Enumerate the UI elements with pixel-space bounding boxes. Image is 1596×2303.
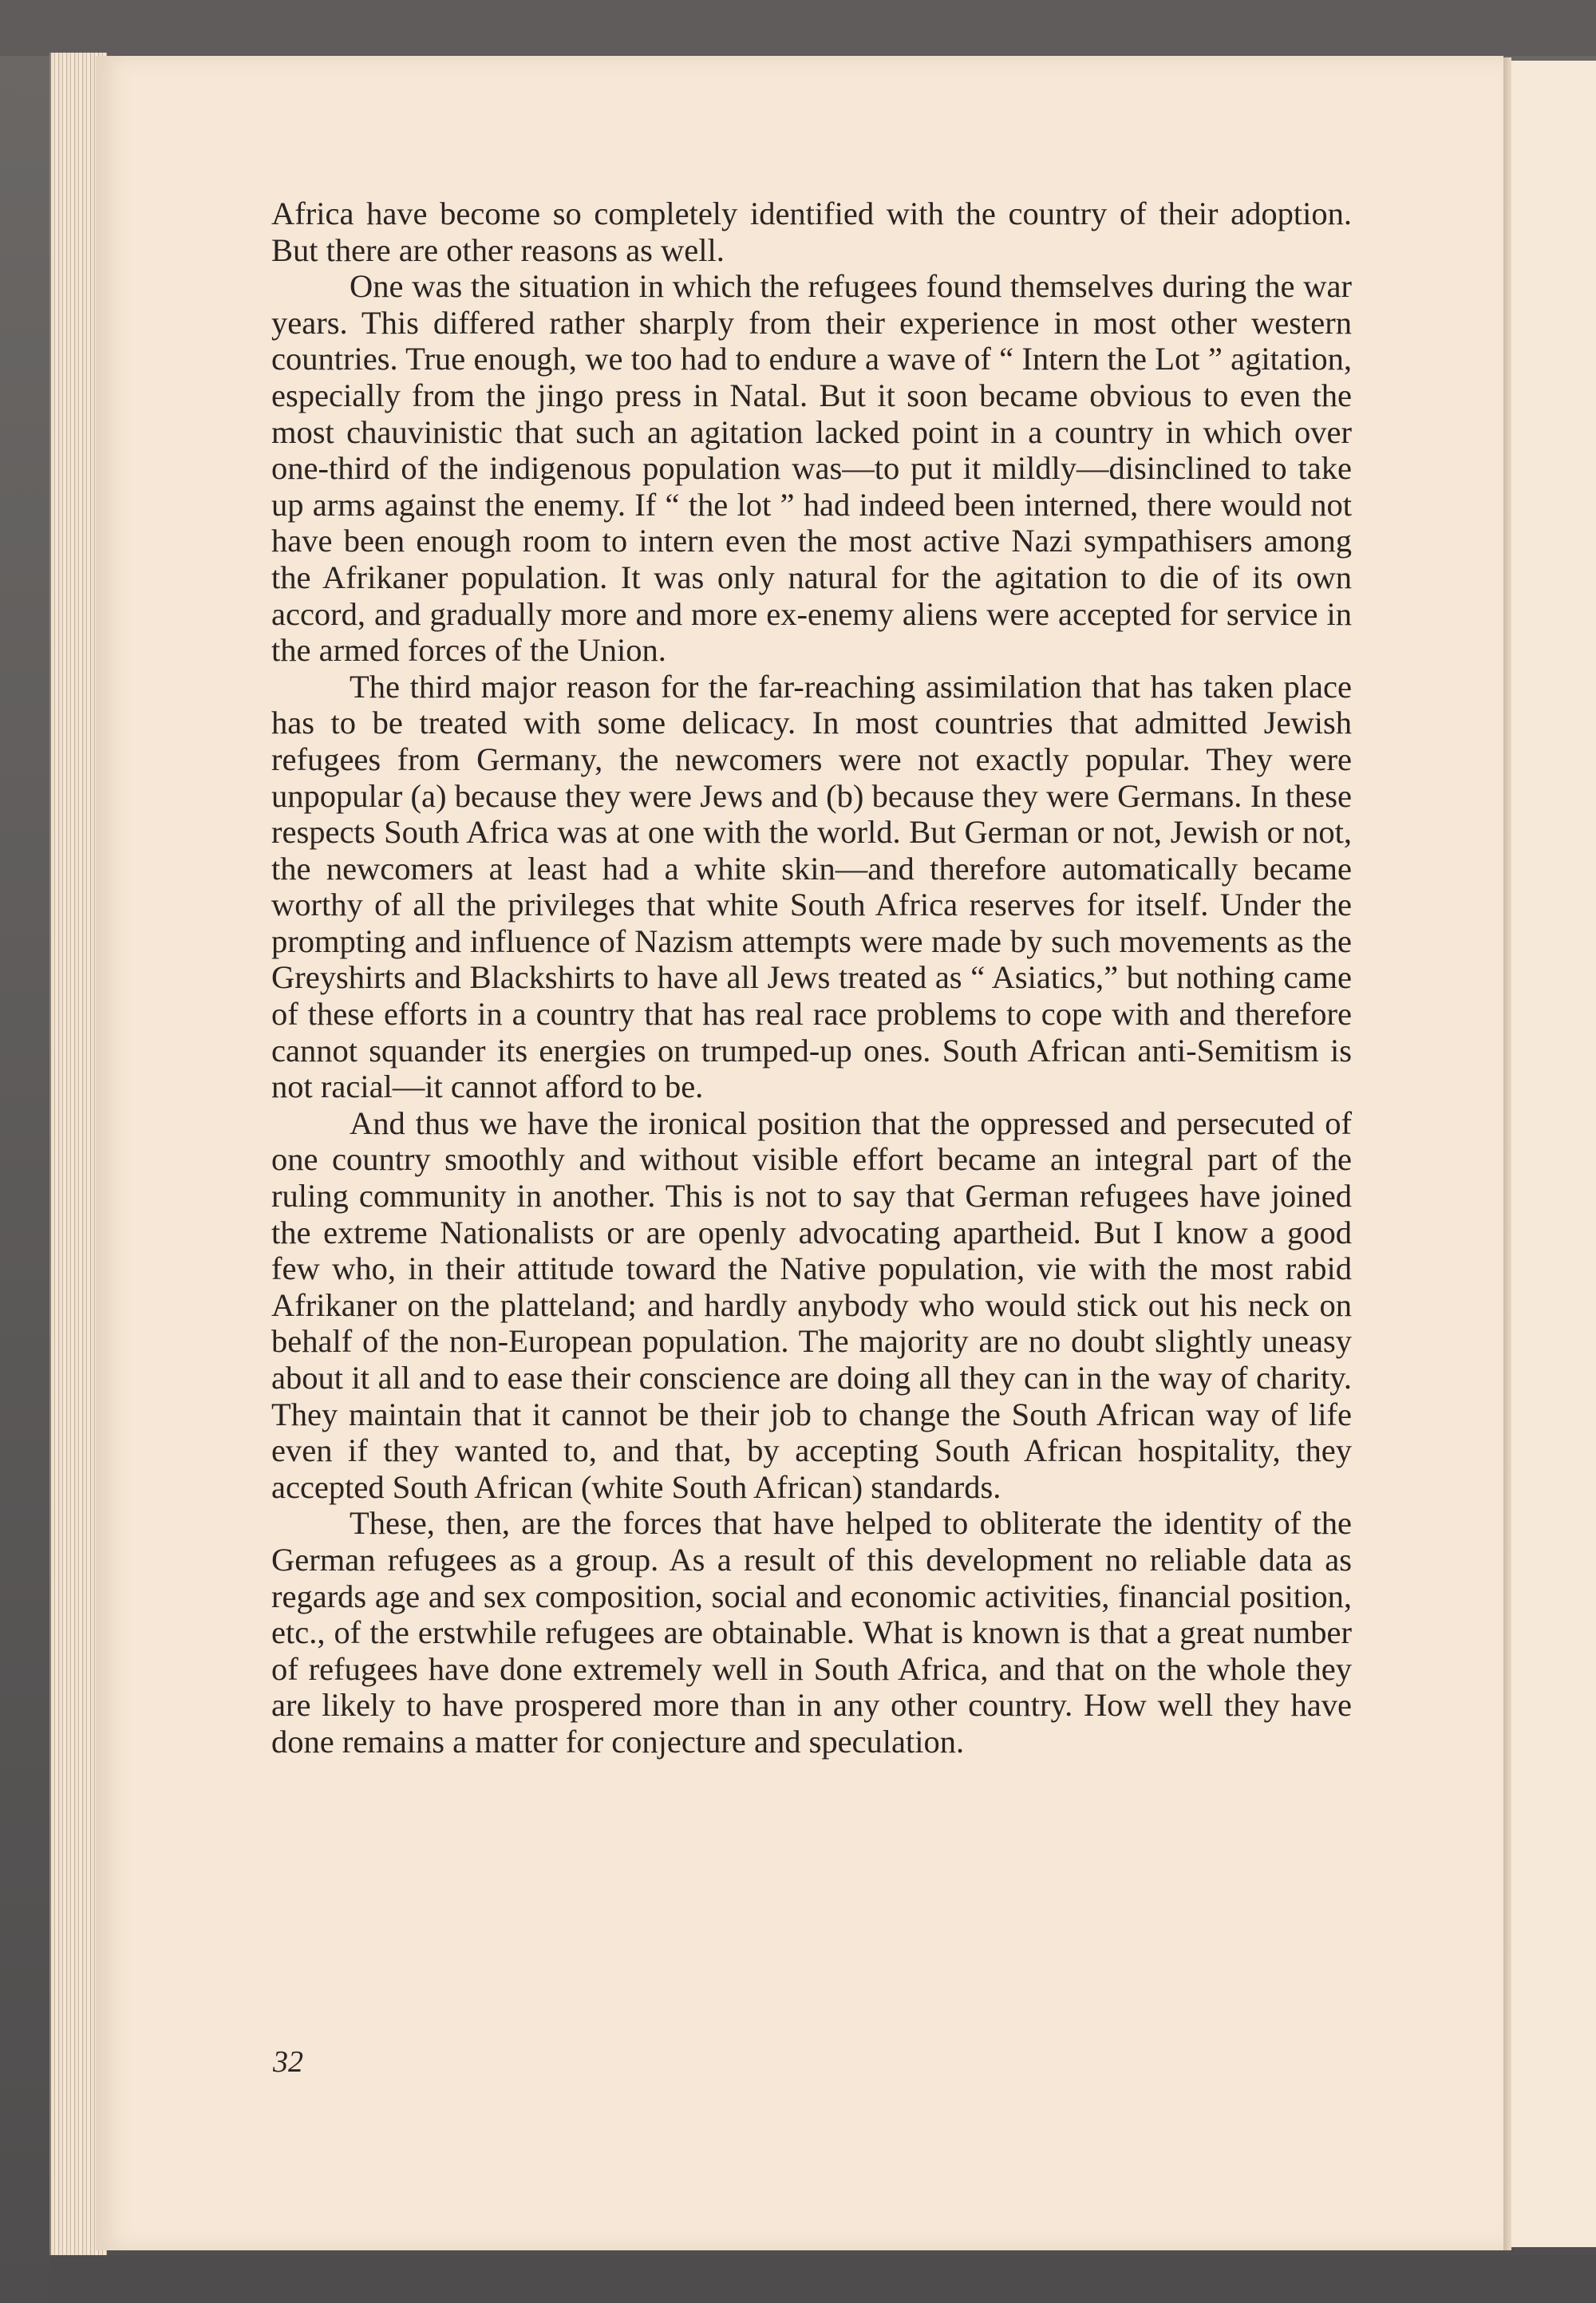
scan-background <box>0 0 1596 56</box>
paragraph-5: These, then, are the forces that have helped to obliterate the identity of the German refugees as a group. As a result of this development no reliable data as regards age and sex composition, social and economic activities, financial position, etc., of the erstwhile refugees are obtainable. What is known is that a great number of refugees have done extremely well in South Africa, and that on the whole they are likely to have prospered more than in any other country. How well they have done remains a matter for conjecture and speculation. <box>271 1505 1352 1760</box>
scan-bottom-background <box>49 2255 1596 2303</box>
paragraph-2: One was the situation in which the refugees found themselves during the war years. This differed rather sharply from their experience in most other western countries. True enough, we too had to endure a wave of “ Intern the Lot ” agitation, especially from the jingo press in Natal. But it soon became obvious to even the most chauvinistic that such an agitation lacked point in a country in which over one-third of the indigenous population was—to put it mildly—disinclined to take up arms against the enemy. If “ the lot ” had indeed been interned, there would not have been enough room to intern even the most active Nazi sympathisers among the Afrikaner population. It was only natural for the agitation to die of its own accord, and gradually more and more ex-enemy aliens were accepted for service in the armed forces of the Union. <box>271 268 1352 669</box>
page-number: 32 <box>273 2045 303 2079</box>
facing-page <box>1511 61 1596 2247</box>
body-text <box>271 196 1352 1760</box>
paragraph-4: And thus we have the ironical position that the oppressed and persecuted of one country smoothly and without visible effort became an integral part of the ruling community in another. This is not to say that German refugees have joined the extreme Nationalists or are openly advocating apartheid. But I know a good few who, in their attitude toward the Native population, vie with the most rabid Afrikaner on the platteland; and hardly anybody who would stick out his neck on behalf of the non-European population. The majority are no doubt slightly uneasy about it all and to ease their conscience are doing all they can in the way of charity. They maintain that it cannot be their job to change the South African way of life even if they wanted to, and that, by accepting South African hospitality, they accepted South African (white South African) standards. <box>271 1104 1352 1505</box>
paragraph-3: The third major reason for the far-reaching assimilation that has taken place has to be treated with some delicacy. In most countries that admitted Jewish refugees from Germany, the newcomers were not exactly popular. They were unpopular (a) because they were Jews and (b) because they were Germans. In these respects South Africa was at one with the world. But German or not, Jewish or not, the newcomers at least had a white skin—and therefore automatically became worthy of all the privileges that white South Africa reserves for itself. Under the prompting and influence of Nazism attempts were made by such movements as the Greyshirts and Blackshirts to have all Jews treated as “ Asiatics,” but nothing came of these efforts in a country that has real race problems to cope with and therefore cannot squander its energies on trumped-up ones. South African anti-Semitism is not racial—it cannot afford to be. <box>271 668 1352 1105</box>
paragraph-1: Africa have become so completely identified with the country of their adoption. But there are other reasons as well. <box>271 196 1352 268</box>
book-gutter <box>1503 57 1511 2250</box>
